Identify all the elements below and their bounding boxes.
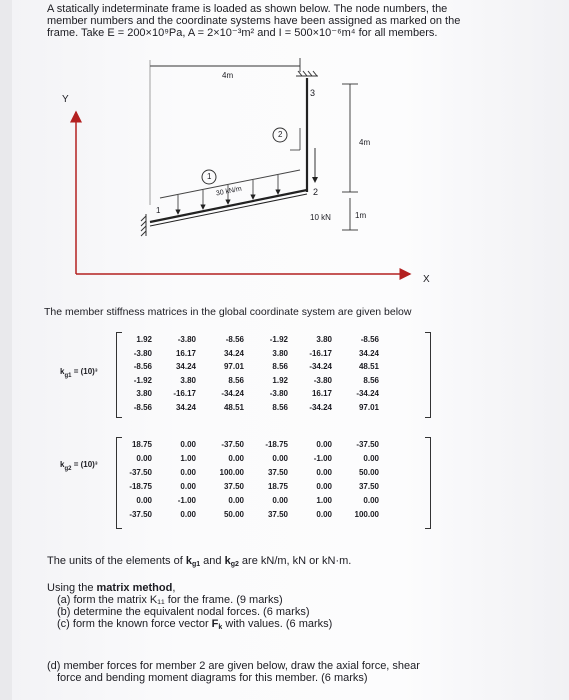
- kg1-cell: -8.56: [360, 335, 379, 344]
- kg2-cell: 0.00: [316, 482, 332, 491]
- kg1-cell: 97.01: [223, 362, 244, 371]
- kg2-cell: 0.00: [363, 454, 379, 463]
- kg1-cell: -8.56: [133, 362, 152, 371]
- kg2-cell: 1.00: [316, 496, 332, 505]
- kg2-cell: 0.00: [316, 510, 332, 519]
- kg1-cell: 8.56: [272, 362, 288, 371]
- kg2-cell: 37.50: [267, 468, 288, 477]
- kg1-cell: -34.24: [309, 402, 332, 412]
- kg1-cell: 3.80: [136, 389, 152, 398]
- kg1-cell: -3.80: [269, 389, 288, 398]
- kg1-cell: -16.17: [173, 389, 196, 398]
- kg1-cell: -3.80: [133, 348, 152, 358]
- kg2-cell: -37.50: [129, 468, 152, 477]
- point-load-label: 10 kN: [310, 213, 331, 222]
- kg1-cell: 48.51: [223, 402, 244, 412]
- part-c: (c) form the known force vector Fk with values. (6 marks): [57, 618, 333, 631]
- kg2-cell: -18.75: [265, 440, 288, 449]
- frame-figure: [0, 0, 569, 300]
- kg2-cell: 37.50: [267, 510, 288, 519]
- x-axis-label: X: [423, 274, 430, 285]
- kg2-cell: 18.75: [131, 440, 152, 449]
- kg2-cell: 0.00: [316, 468, 332, 477]
- kg1-cell: 3.80: [180, 375, 196, 385]
- dim-right-lower-label: 1m: [355, 211, 367, 220]
- kg2-cell: 0.00: [180, 440, 196, 449]
- kg1-cell: 97.01: [358, 402, 379, 412]
- kg2-cell: 100.00: [354, 510, 379, 519]
- part-d-line-1: (d) member forces for member 2 are given below, draw the axial force, shear: [47, 660, 420, 672]
- kg2-cell: 0.00: [316, 440, 332, 449]
- kg2-cell: -1.00: [313, 454, 332, 463]
- part-d-line-2: force and bending moment diagrams for this member. (6 marks): [57, 672, 368, 684]
- kg2-label: $k_{g2} = (10)^3$: [60, 460, 98, 472]
- kg1-label: $k_{g1} = (10)^3$: [60, 367, 98, 379]
- kg1-cell: -34.24: [221, 389, 244, 398]
- kg1-cell: -8.56: [133, 402, 152, 412]
- kg2-cell: -37.50: [221, 440, 244, 449]
- kg1-cell: 16.17: [175, 348, 196, 358]
- kg2-cell: 37.50: [358, 482, 379, 491]
- kg1-cell: 8.56: [228, 375, 244, 385]
- kg1-right-bracket: [425, 332, 431, 418]
- node-1-support: [141, 214, 146, 236]
- kg1-cell: 1.92: [272, 375, 288, 385]
- kg1-cell: 3.80: [316, 335, 332, 344]
- kg2-cell: 0.00: [180, 468, 196, 477]
- kg2-cell: 37.50: [223, 482, 244, 491]
- y-axis-label: Y: [62, 94, 69, 105]
- kg2-cell: -37.50: [356, 440, 379, 449]
- kg1-cell: -34.24: [356, 389, 379, 398]
- kg2-cell: 18.75: [267, 482, 288, 491]
- kg2-cell: 0.00: [136, 496, 152, 505]
- kg2-cell: 0.00: [228, 454, 244, 463]
- kg2-cell: 0.00: [272, 496, 288, 505]
- node-1-label: 1: [156, 206, 161, 215]
- kg1-cell: -1.92: [133, 375, 152, 385]
- kg2-cell: -37.50: [129, 510, 152, 519]
- dim-top-label: 4m: [222, 71, 234, 80]
- part-a: (a) form the matrix K₁₁ for the frame. (9 marks): [57, 594, 283, 606]
- part-b: (b) determine the equivalent nodal forces. (6 marks): [57, 606, 310, 618]
- kg1-cell: -8.56: [225, 335, 244, 344]
- kg1-cell: 8.56: [272, 402, 288, 412]
- kg2-right-bracket: [425, 437, 431, 529]
- method-line: Using the matrix method,: [47, 582, 176, 594]
- intro-line-1: A statically indeterminate frame is loaded as shown below. The node numbers, the: [47, 3, 448, 15]
- kg1-cell: 34.24: [175, 402, 196, 412]
- kg2-cell: 0.00: [363, 496, 379, 505]
- intro-line-3: frame. Take E = 200×10⁹Pa, A = 2×10⁻³m² and I = 500×10⁻⁶m⁴ for all members.: [47, 27, 438, 39]
- stiffness-heading: The member stiffness matrices in the global coordinate system are given below: [44, 306, 412, 318]
- kg1-cell: -3.80: [177, 335, 196, 344]
- kg1-cell: 8.56: [363, 375, 379, 385]
- kg2-cell: 50.00: [223, 510, 244, 519]
- kg1-cell: 34.24: [175, 362, 196, 371]
- kg2-cell: 50.00: [358, 468, 379, 477]
- kg1-cell: -16.17: [309, 348, 332, 358]
- kg2-cell: 0.00: [180, 482, 196, 491]
- kg1-cell: 34.24: [223, 348, 244, 358]
- kg2-cell: 0.00: [228, 496, 244, 505]
- kg1-cell: -34.24: [309, 362, 332, 371]
- node-2-label: 2: [313, 187, 319, 197]
- units-note: The units of the elements of kg1 and kg2 are kN/m, kN or kN·m.: [47, 555, 352, 568]
- udl-label: 30 kN/m: [215, 185, 243, 198]
- intro-line-2: member numbers and the coordinate systems have been assigned as marked on the: [47, 15, 461, 27]
- kg2-cell: 0.00: [180, 510, 196, 519]
- dim-right-upper-label: 4m: [359, 138, 371, 147]
- kg2-cell: 1.00: [180, 454, 196, 463]
- kg1-cell: -1.92: [269, 335, 288, 344]
- member-1-label: 1: [207, 172, 212, 181]
- kg1-cell: 3.80: [272, 348, 288, 358]
- kg2-cell: 100.00: [219, 468, 244, 477]
- kg2-cell: -1.00: [177, 496, 196, 505]
- node-3-support: [296, 71, 318, 76]
- kg1-cell: 16.17: [311, 389, 332, 398]
- node-3-label: 3: [310, 88, 316, 98]
- kg2-cell: -18.75: [129, 482, 152, 491]
- kg2-cell: 0.00: [136, 454, 152, 463]
- kg1-cell: 1.92: [136, 335, 152, 344]
- kg2-cell: 0.00: [272, 454, 288, 463]
- member-2-label: 2: [278, 130, 283, 139]
- kg1-cell: 34.24: [358, 348, 379, 358]
- kg1-cell: -3.80: [313, 375, 332, 385]
- kg1-cell: 48.51: [358, 362, 379, 371]
